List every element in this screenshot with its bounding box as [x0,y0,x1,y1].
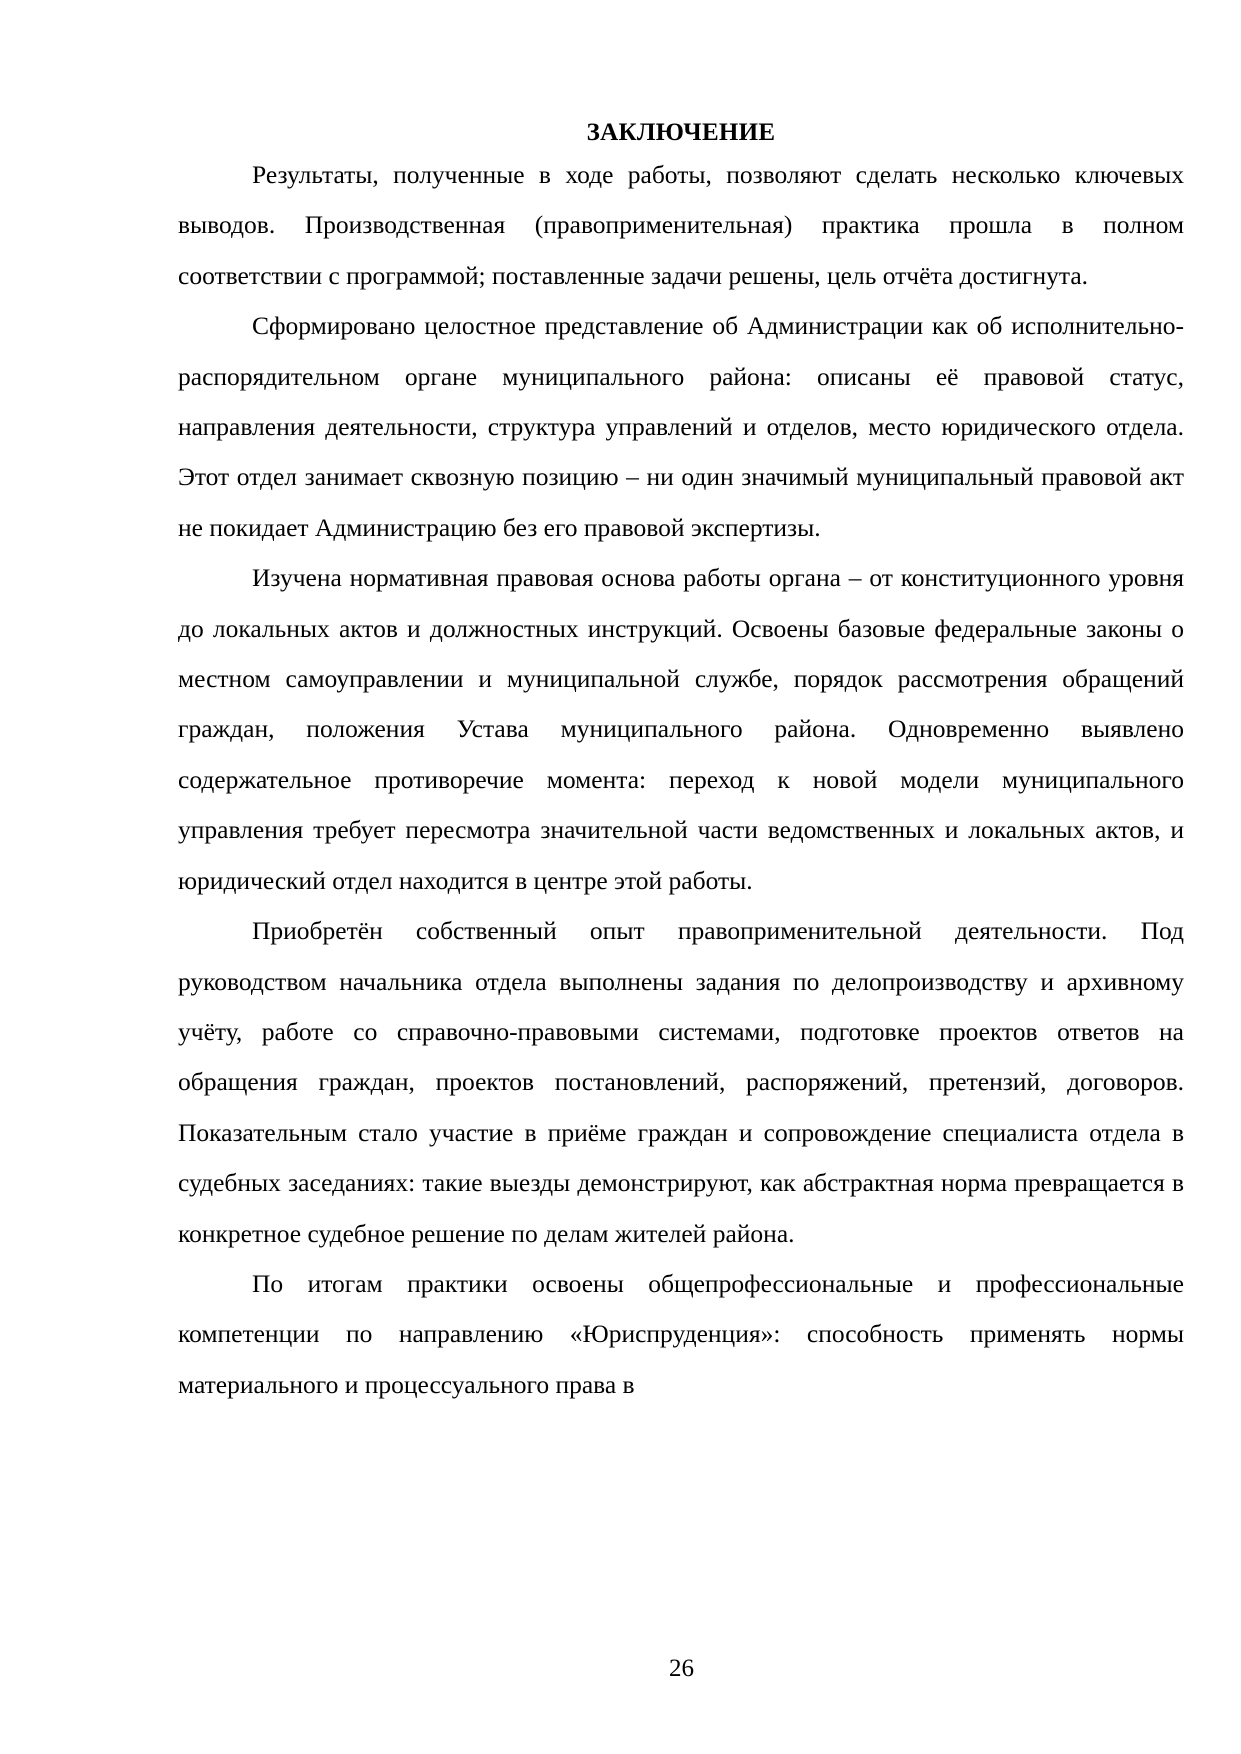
page-number: 26 [669,1655,694,1682]
paragraph-legal-basis: Изучена нормативная правовая основа работы органа – от конституционного уровня до локальных актов и должностных инструкций. Освоены базовые федеральные законы о местном самоуправлении и муниципальной службе, порядок рассмотрения обращений граждан, положения Устава муниципального района. Одновременно выявлено содержательное противоречие момента: переход к новой модели муниципального управления требует пересмотра значительной части ведомственных и локальных актов, и юридический отдел находится в центре этой работы. [178,563,1184,895]
section-heading: ЗАКЛЮЧЕНИЕ [586,119,776,146]
paragraph-administration: Сформировано целостное представление об Администрации как об исполнительно-распорядительном органе муниципального района: описаны её правовой статус, направления деятельности, структура управлений и отделов, место юридического отдела. Этот отдел занимает сквозную позицию – ни один значимый муниципальный правовой акт не покидает Администрацию без его правовой экспертизы. [178,311,1184,542]
paragraph-results: Результаты, полученные в ходе работы, позволяют сделать несколько ключевых выводов. Производственная (правоприменительная) практика прошла в полном соответствии с программой; поставленные задачи решены, цель отчёта достигнута. [178,160,1184,290]
document-page [178,116,1184,1410]
paragraph-competencies: По итогам практики освоены общепрофессиональные и профессиональные компетенции по направлению «Юриспруденция»: способность применять нормы материального и процессуального права в [178,1268,1184,1399]
paragraph-experience: Приобретён собственный опыт правоприменительной деятельности. Под руководством начальника отдела выполнены задания по делопроизводству и архивному учёту, работе со справочно-правовыми системами, подготовке проектов ответов на обращения граждан, проектов постановлений, распоряжений, претензий, договоров. Показательным стало участие в приёме граждан и сопровождение специалиста отдела в судебных заседаниях: такие выезды демонстрируют, как абстрактная норма превращается в конкретное судебное решение по делам жителей района. [178,916,1184,1248]
